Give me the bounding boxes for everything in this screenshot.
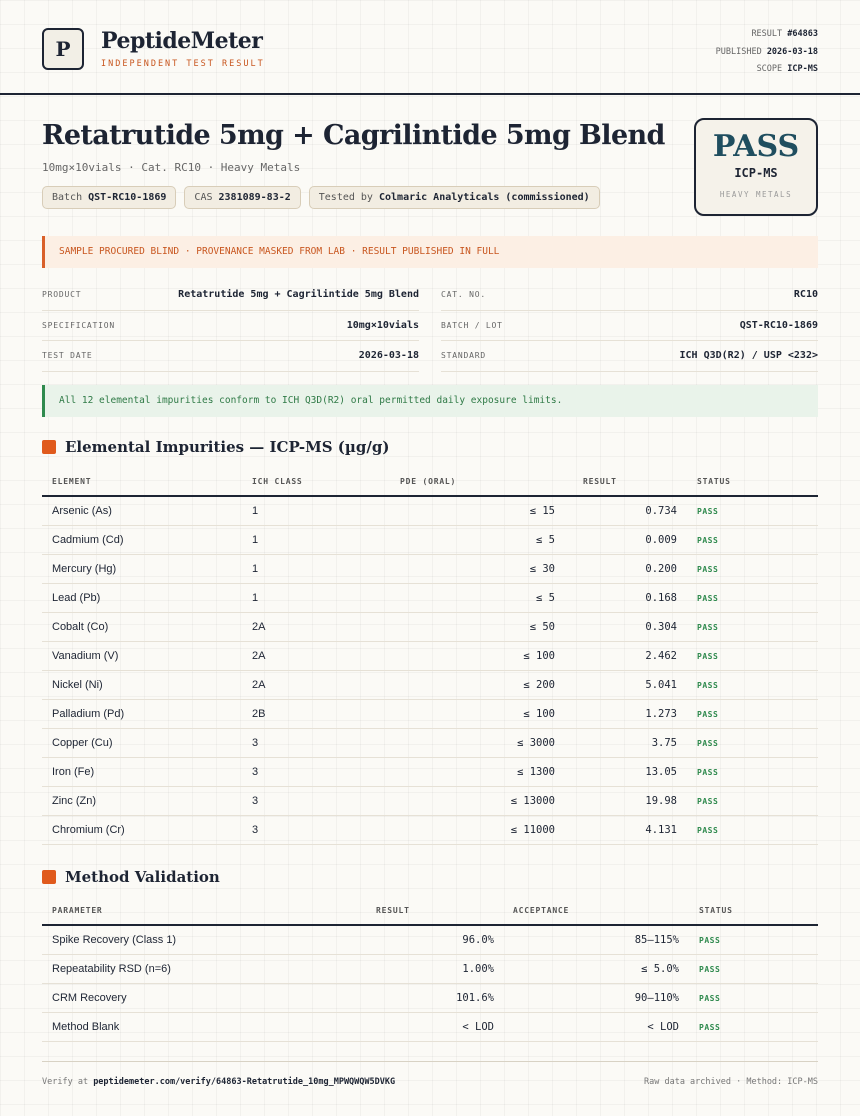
result-value: 0.168 bbox=[565, 584, 687, 613]
meta-result: RESULT #64863 bbox=[751, 29, 818, 39]
status-badge: PASS bbox=[687, 496, 818, 526]
stamp-method: ICP-MS bbox=[734, 166, 778, 180]
status-badge: PASS bbox=[687, 816, 818, 845]
pde-limit: ≤ 100 bbox=[400, 642, 565, 671]
result-value: < LOD bbox=[342, 1013, 504, 1042]
element-name: Zinc (Zn) bbox=[42, 787, 242, 816]
meta-published: PUBLISHED 2026-03-18 bbox=[715, 46, 818, 57]
pde-limit: ≤ 100 bbox=[400, 700, 565, 729]
pde-limit: ≤ 15 bbox=[400, 496, 565, 526]
validation-title: Method Validation bbox=[65, 868, 220, 886]
brand-name: PeptideMeter bbox=[101, 28, 263, 54]
element-name: Mercury (Hg) bbox=[42, 555, 242, 584]
status-badge: PASS bbox=[689, 955, 818, 984]
table-row bbox=[42, 555, 818, 584]
ich-class: 3 bbox=[242, 729, 400, 758]
product-title: Retatrutide 5mg + Cagrilintide 5mg Blend bbox=[42, 120, 665, 151]
pde-limit: ≤ 5 bbox=[400, 584, 565, 613]
element-name: Iron (Fe) bbox=[42, 758, 242, 787]
pde-limit: ≤ 1300 bbox=[400, 758, 565, 787]
result-value: 96.0% bbox=[342, 925, 504, 955]
result-value: 13.05 bbox=[565, 758, 687, 787]
parameter-name: Repeatability RSD (n=6) bbox=[42, 955, 342, 984]
table-row bbox=[42, 787, 818, 816]
element-name: Cadmium (Cd) bbox=[42, 526, 242, 555]
pde-limit: ≤ 5 bbox=[400, 526, 565, 555]
cas-chip: CAS 2381089-83-2 bbox=[184, 186, 300, 209]
report-meta bbox=[716, 26, 818, 79]
info-row bbox=[42, 280, 818, 311]
result-value: 19.98 bbox=[565, 787, 687, 816]
status-badge: PASS bbox=[687, 700, 818, 729]
table-row bbox=[42, 729, 818, 758]
impurities-title: Elemental Impurities — ICP-MS (µg/g) bbox=[65, 438, 390, 456]
table-row bbox=[42, 671, 818, 700]
table-row bbox=[42, 700, 818, 729]
ich-class: 3 bbox=[242, 816, 400, 845]
verify-line: Verify at peptidemeter.com/verify/64863-Retatrutide_10mg_MPWQWQW5DVKG bbox=[42, 1077, 396, 1087]
result-value: 1.00% bbox=[342, 955, 504, 984]
status-badge: PASS bbox=[687, 642, 818, 671]
stamp-verdict: PASS bbox=[712, 129, 800, 164]
pde-limit: ≤ 30 bbox=[400, 555, 565, 584]
parameter-name: Method Blank bbox=[42, 1013, 342, 1042]
table-row bbox=[42, 584, 818, 613]
result-value: 0.734 bbox=[565, 496, 687, 526]
impurities-table bbox=[42, 467, 818, 845]
info-cat-no: CAT. NO. RC10 bbox=[441, 280, 818, 311]
element-name: Lead (Pb) bbox=[42, 584, 242, 613]
status-badge: PASS bbox=[687, 729, 818, 758]
ich-class: 1 bbox=[242, 584, 400, 613]
status-badge: PASS bbox=[687, 758, 818, 787]
result-value: 101.6% bbox=[342, 984, 504, 1013]
element-name: Arsenic (As) bbox=[42, 496, 242, 526]
col-status: STATUS bbox=[687, 467, 818, 496]
ich-class: 2A bbox=[242, 613, 400, 642]
validation-table bbox=[42, 896, 818, 1042]
section-marker-icon bbox=[42, 440, 56, 454]
footer-note: Raw data archived · Method: ICP-MS bbox=[644, 1077, 818, 1087]
ich-class: 3 bbox=[242, 758, 400, 787]
status-badge: PASS bbox=[687, 787, 818, 816]
pass-stamp bbox=[694, 118, 818, 216]
tested-by-chip: Tested by Colmaric Analyticals (commissioned) bbox=[309, 186, 600, 209]
table-row bbox=[42, 816, 818, 845]
table-row bbox=[42, 526, 818, 555]
element-name: Vanadium (V) bbox=[42, 642, 242, 671]
col-acceptance: ACCEPTANCE bbox=[504, 896, 689, 925]
table-row bbox=[42, 613, 818, 642]
table-row bbox=[42, 955, 818, 984]
status-badge: PASS bbox=[687, 671, 818, 700]
result-value: 0.009 bbox=[565, 526, 687, 555]
conformance-banner: All 12 elemental impurities conform to ICH Q3D(R2) oral permitted daily exposure limits. bbox=[42, 385, 818, 417]
element-name: Cobalt (Co) bbox=[42, 613, 242, 642]
info-row bbox=[42, 341, 818, 372]
pde-limit: ≤ 13000 bbox=[400, 787, 565, 816]
col-status: STATUS bbox=[689, 896, 818, 925]
acceptance-range: ≤ 5.0% bbox=[504, 955, 689, 984]
validation-section-header bbox=[42, 868, 220, 886]
ich-class: 1 bbox=[242, 526, 400, 555]
brand-tagline: INDEPENDENT TEST RESULT bbox=[101, 59, 265, 69]
col-result: RESULT bbox=[342, 896, 504, 925]
stamp-scope: HEAVY METALS bbox=[719, 190, 793, 199]
table-row bbox=[42, 642, 818, 671]
element-name: Chromium (Cr) bbox=[42, 816, 242, 845]
result-value: 2.462 bbox=[565, 642, 687, 671]
ich-class: 1 bbox=[242, 496, 400, 526]
info-standard: STANDARD ICH Q3D(R2) / USP <232> bbox=[441, 341, 818, 372]
ich-class: 2A bbox=[242, 642, 400, 671]
product-info-grid bbox=[42, 280, 818, 372]
batch-chip: Batch QST-RC10-1869 bbox=[42, 186, 176, 209]
info-batch-lot: BATCH / LOT QST-RC10-1869 bbox=[441, 311, 818, 342]
header-divider bbox=[0, 93, 860, 95]
result-value: 0.304 bbox=[565, 613, 687, 642]
impurities-section-header bbox=[42, 438, 389, 456]
table-header-row bbox=[42, 896, 818, 925]
status-badge: PASS bbox=[689, 925, 818, 955]
table-row bbox=[42, 496, 818, 526]
section-marker-icon bbox=[42, 870, 56, 884]
result-value: 0.200 bbox=[565, 555, 687, 584]
result-value: 3.75 bbox=[565, 729, 687, 758]
procurement-notice: SAMPLE PROCURED BLIND · PROVENANCE MASKED FROM LAB · RESULT PUBLISHED IN FULL bbox=[42, 236, 818, 268]
col-result: RESULT bbox=[565, 467, 687, 496]
ich-class: 2B bbox=[242, 700, 400, 729]
element-name: Palladium (Pd) bbox=[42, 700, 242, 729]
pde-limit: ≤ 50 bbox=[400, 613, 565, 642]
ich-class: 2A bbox=[242, 671, 400, 700]
ich-class: 3 bbox=[242, 787, 400, 816]
info-specification: SPECIFICATION 10mg×10vials bbox=[42, 311, 419, 342]
report-header bbox=[42, 24, 818, 84]
pde-limit: ≤ 11000 bbox=[400, 816, 565, 845]
result-value: 5.041 bbox=[565, 671, 687, 700]
col-element: ELEMENT bbox=[42, 467, 242, 496]
verify-link[interactable]: peptidemeter.com/verify/64863-Retatrutide_10mg_MPWQWQW5DVKG bbox=[93, 1077, 396, 1087]
table-row bbox=[42, 925, 818, 955]
pde-limit: ≤ 200 bbox=[400, 671, 565, 700]
table-row bbox=[42, 1013, 818, 1042]
brand-logo: P bbox=[42, 28, 84, 70]
result-value: 1.273 bbox=[565, 700, 687, 729]
result-value: 4.131 bbox=[565, 816, 687, 845]
status-badge: PASS bbox=[689, 1013, 818, 1042]
table-header-row bbox=[42, 467, 818, 496]
ich-class: 1 bbox=[242, 555, 400, 584]
col-pde: PDE (ORAL) bbox=[400, 467, 565, 496]
acceptance-range: < LOD bbox=[504, 1013, 689, 1042]
status-badge: PASS bbox=[687, 555, 818, 584]
info-row bbox=[42, 311, 818, 342]
col-ich-class: ICH CLASS bbox=[242, 467, 400, 496]
status-badge: PASS bbox=[687, 613, 818, 642]
table-row bbox=[42, 758, 818, 787]
element-name: Nickel (Ni) bbox=[42, 671, 242, 700]
table-row bbox=[42, 984, 818, 1013]
parameter-name: CRM Recovery bbox=[42, 984, 342, 1013]
parameter-name: Spike Recovery (Class 1) bbox=[42, 925, 342, 955]
pde-limit: ≤ 3000 bbox=[400, 729, 565, 758]
product-subtitle: 10mg×10vials · Cat. RC10 · Heavy Metals bbox=[42, 161, 301, 174]
meta-scope: SCOPE ICP-MS bbox=[756, 64, 818, 74]
col-parameter: PARAMETER bbox=[42, 896, 342, 925]
product-chips bbox=[42, 186, 600, 209]
info-test-date: TEST DATE 2026-03-18 bbox=[42, 341, 419, 372]
status-badge: PASS bbox=[687, 526, 818, 555]
acceptance-range: 90–110% bbox=[504, 984, 689, 1013]
footer-divider bbox=[42, 1061, 818, 1062]
status-badge: PASS bbox=[689, 984, 818, 1013]
element-name: Copper (Cu) bbox=[42, 729, 242, 758]
status-badge: PASS bbox=[687, 584, 818, 613]
acceptance-range: 85–115% bbox=[504, 925, 689, 955]
info-product: PRODUCT Retatrutide 5mg + Cagrilintide 5mg Blend bbox=[42, 280, 419, 311]
